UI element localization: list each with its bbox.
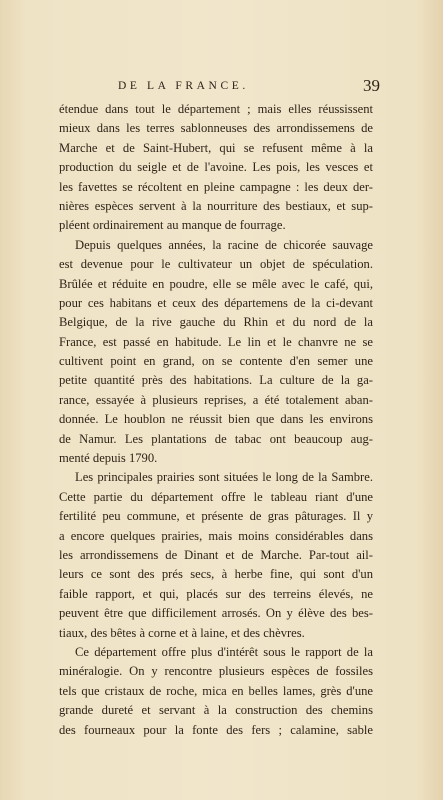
text-line: fertilité peu commune, et présente de gras pâturages. Il y [59,509,373,524]
text-line: tiaux, des bêtes à corne et à laine, et des chèvres. [59,625,305,640]
text-line: Cette partie du département offre le tableau riant d'une [59,489,373,504]
text-line: Ce département offre plus d'intérêt sous le rapport de la [75,644,373,659]
text-line: grande dureté et servant à la construction des chemins [59,703,373,718]
text-line: des fourneaux pour la fonte des fers ; calamine, sable [59,722,373,737]
text-line: production du seigle et de l'avoine. Les pois, les vesces et [59,160,373,175]
text-line: Brûlée et réduite en poudre, elle se mêle avec le café, qui, [59,276,373,291]
text-line: leurs ce sont des prés secs, à herbe fine, qui sont d'un [59,567,373,582]
page-number: 39 [363,76,380,95]
text-line: a encore quelques prairies, mais moins considérables dans [59,528,373,543]
text-line: Belgique, de la rive gauche du Rhin et du nord de la [59,315,373,330]
text-line: pléent ordinairement au manque de fourrage. [59,218,286,233]
text-line: étendue dans tout le département ; mais elles réussissent [59,102,373,116]
text-line: les arrondissemens de Dinant et de Marche. Par-tout ail- [59,547,373,562]
text-line: les favettes se récoltent en pleine campagne : les deux der- [59,179,373,194]
text-line: minéralogie. On y rencontre plusieurs espèces de fossiles [59,664,373,679]
text-line: peuvent être que difficilement arrosés. On y élève des bes- [59,606,373,621]
text-line: menté depuis 1790. [59,451,158,466]
text-line: Marche et de Saint-Hubert, qui se refusent même à la [59,140,373,155]
page-header [118,78,380,100]
text-line: pour ces habitans et ceux des départemens de la ci-devant [59,295,373,310]
text-line: mieux dans les terres sablonneuses des arrondissemens de [59,121,373,136]
text-line: tels que cristaux de roche, mica en belles lames, grès d'une [59,683,373,698]
text-line: donnée. Le houblon ne réussit bien que dans les environs [59,412,373,427]
text-line: Depuis quelques années, la racine de chicorée sauvage [75,237,373,252]
body-text [59,100,373,740]
paragraph [59,468,373,643]
text-line: de Namur. Les plantations de tabac ont beaucoup aug- [59,431,373,446]
paragraph [59,100,373,236]
paragraph [59,236,373,469]
text-line: petite quantité près des habitations. La culture de la ga- [59,373,373,388]
text-line: cultivent point en grand, on se contente d'en semer une [59,354,373,369]
running-title: DE LA FRANCE. [118,80,249,92]
text-line: faible rapport, et qui, placés sur des terreins élevés, ne [59,586,373,601]
text-line: est devenue pour le cultivateur un objet de spéculation. [59,257,373,272]
text-line: France, est passé en habitude. Le lin et le chanvre ne se [59,334,373,349]
text-line: Les principales prairies sont situées le long de la Sambre. [75,470,373,485]
paragraph [59,643,373,740]
text-line: nières espèces servent à la nourriture des bestiaux, et sup- [59,198,373,213]
text-line: rance, essayée à plusieurs reprises, a été totalement aban- [59,392,373,407]
